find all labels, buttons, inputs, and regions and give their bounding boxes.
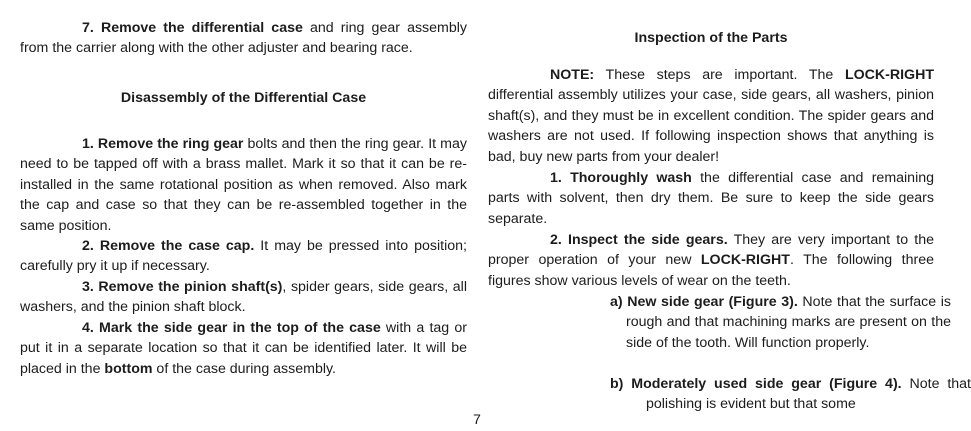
note-paragraph: NOTE: These steps are important. The LOCK-RIGHT differential assembly utilizes your case, side gears, all washers, pinion shaft(s), and they must be in excellent condition. The spider gears and washers are not used. If following inspection shows that anything is bad, buy new parts from your dealer! <box>488 67 934 165</box>
disassembly-step-1: 1. Remove the ring gear bolts and then the ring gear. It may need to be tapped off with a brass mallet. Mark it so that it can be re-installed in the same rotational position as when removed. Also mark the cap and case so that they can be re-assembled together in the same position. <box>20 136 467 234</box>
inspection-step-1: 1. Thoroughly wash the differential case and remaining parts with solvent, then dry them. Be sure to keep the side gears separate. <box>488 170 935 227</box>
disassembly-heading: Disassembly of the Differential Case <box>120 90 367 106</box>
inspection-step-2: 2. Inspect the side gears. They are very important to the proper operation of your new LOCK-RIGHT. The following three figures show various levels of wear on the teeth. <box>488 232 934 289</box>
disassembly-step-2: 2. Remove the case cap. It may be pressed into position; carefully pry it up if necessary. <box>20 238 467 275</box>
new-side-gear-item: a) New side gear (Figure 3). Note that the surface is rough and that machining marks are present on the side of the tooth. Will function properly. <box>610 294 951 351</box>
disassembly-step-4: 4. Mark the side gear in the top of the case with a tag or put it in a separate location so that it can be identified later. It will be placed in the bottom of the case during assembly. <box>20 320 467 377</box>
page-number: 7 <box>473 412 481 428</box>
step-7-text: and ring gear assembly from the carrier along with the other adjuster and bearing race. <box>20 20 467 57</box>
step-7-paragraph <box>20 18 467 59</box>
moderately-used-gear-item: b) Moderately used side gear (Figure 4). Note that polishing is evident but that some <box>610 376 971 413</box>
inspection-heading: Inspection of the Parts <box>634 30 788 46</box>
step-7-lead: 7. Remove the differential case <box>82 20 303 36</box>
disassembly-step-3: 3. Remove the pinion shaft(s), spider gears, side gears, all washers, and the pinion shaft block. <box>20 279 467 316</box>
